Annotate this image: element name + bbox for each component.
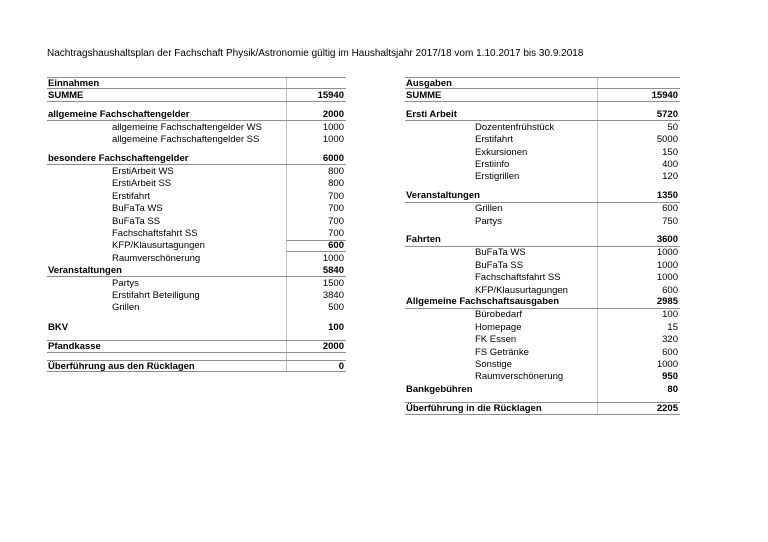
row-value: 1500	[286, 277, 346, 289]
row-value: 0	[286, 361, 346, 371]
row-label: SUMME	[406, 89, 442, 101]
row-value: 5720	[597, 109, 680, 120]
table-row	[47, 190, 346, 202]
table-row	[47, 77, 346, 89]
row-value: 50	[597, 121, 680, 133]
table-row	[405, 247, 680, 259]
table-row	[405, 158, 680, 170]
table-row	[405, 383, 680, 395]
row-value	[597, 395, 680, 402]
row-label: FS Getränke	[475, 346, 529, 358]
table-row	[405, 77, 680, 89]
table-row	[405, 371, 680, 383]
row-label: Partys	[112, 277, 139, 289]
row-value: 15940	[597, 89, 680, 100]
row-label: Ausgaben	[406, 78, 452, 89]
row-label: Bürobedarf	[475, 309, 523, 321]
row-label: Fachschaftsfahrt SS	[112, 227, 198, 239]
table-row	[405, 203, 680, 215]
row-value: 600	[597, 203, 680, 215]
table-row	[405, 109, 680, 121]
row-value: 1000	[597, 247, 680, 259]
table-row	[47, 134, 346, 146]
spacer-row	[47, 314, 346, 321]
row-label: Grillen	[475, 203, 503, 215]
row-value: 3840	[286, 289, 346, 301]
row-value: 2205	[597, 403, 680, 413]
spacer-row	[47, 353, 346, 360]
row-label: BuFaTa SS	[112, 215, 161, 227]
row-label: Pfandkasse	[48, 341, 101, 352]
row-label: allgemeine Fachschaftengelder	[48, 108, 190, 120]
row-label: Partys	[475, 215, 502, 227]
table-row	[47, 109, 346, 121]
row-label: Sonstige	[475, 358, 512, 370]
ausgaben-table	[405, 77, 680, 415]
spacer-row	[405, 102, 680, 109]
row-label: Einnahmen	[48, 78, 100, 89]
row-value: 600	[597, 346, 680, 358]
row-label: Erstifahrt	[112, 190, 151, 202]
table-row	[405, 346, 680, 358]
table-row	[405, 215, 680, 227]
row-label	[47, 333, 286, 340]
row-value: 700	[286, 190, 346, 202]
row-value: 80	[597, 383, 680, 395]
row-value	[286, 102, 346, 109]
row-label: Grillen	[112, 302, 140, 314]
spacer-row	[405, 395, 680, 402]
row-label: allgemeine Fachschaftengelder SS	[112, 134, 260, 146]
table-row	[405, 121, 680, 133]
table-row	[405, 333, 680, 345]
spacer-row	[405, 183, 680, 190]
row-value	[286, 78, 346, 88]
row-label	[47, 353, 286, 360]
row-label: Homepage	[475, 321, 522, 333]
row-label: ErstiArbeit WS	[112, 166, 174, 178]
table-row	[47, 178, 346, 190]
table-row	[47, 121, 346, 133]
row-label	[47, 314, 286, 321]
row-value: 2000	[286, 341, 346, 351]
table-row	[47, 89, 346, 101]
table-row	[47, 340, 346, 352]
row-label: KFP/Klausurtagungen	[475, 284, 568, 296]
row-value: 750	[597, 215, 680, 227]
table-row	[405, 171, 680, 183]
row-value	[286, 333, 346, 340]
table-row	[405, 284, 680, 296]
row-label: Ersti Arbeit	[406, 108, 457, 120]
row-value: 5840	[286, 264, 346, 275]
row-label	[47, 102, 286, 109]
row-label: Dozentenfrühstück	[475, 121, 555, 133]
row-label: BuFaTa SS	[475, 259, 524, 271]
row-label: Fachschaftsfahrt SS	[475, 272, 561, 284]
row-label: Allgemeine Fachschaftsausgaben	[406, 296, 560, 308]
row-value: 5000	[597, 134, 680, 146]
row-value: 700	[286, 227, 346, 239]
row-value: 700	[286, 215, 346, 227]
table-row	[405, 259, 680, 271]
row-label: Veranstaltungen	[48, 264, 122, 276]
row-value: 2000	[286, 109, 346, 120]
table-row	[47, 277, 346, 289]
table-row	[47, 165, 346, 177]
table-row	[47, 215, 346, 227]
table-row	[47, 240, 346, 252]
row-value: 500	[286, 302, 346, 314]
table-row	[405, 234, 680, 246]
table-row	[405, 146, 680, 158]
row-value: 3600	[597, 234, 680, 245]
row-value: 15940	[286, 89, 346, 100]
row-value: 2985	[597, 296, 680, 307]
table-row	[405, 296, 680, 308]
row-value: 120	[597, 171, 680, 183]
row-value: 1000	[286, 134, 346, 146]
row-value: 100	[597, 309, 680, 321]
row-value: 800	[286, 178, 346, 190]
row-value: 800	[286, 165, 346, 177]
row-value: 950	[597, 371, 680, 383]
table-row	[405, 134, 680, 146]
row-label	[405, 395, 597, 402]
row-value	[597, 102, 680, 109]
spacer-row	[47, 146, 346, 153]
row-label: KFP/Klausurtagungen	[112, 240, 205, 252]
row-value: 1000	[597, 358, 680, 370]
row-label	[405, 102, 597, 109]
row-value: 1000	[597, 259, 680, 271]
row-value: 100	[286, 321, 346, 333]
row-value: 700	[286, 203, 346, 215]
row-label: Bankgebühren	[406, 383, 473, 395]
table-row	[47, 360, 346, 372]
row-label: BuFaTa WS	[475, 247, 526, 259]
table-row	[47, 321, 346, 333]
page-title: Nachtragshaushaltsplan der Fachschaft Physik/Astronomie gültig im Haushaltsjahr 2017/18 vom 1.10.2017 bis 30.9.2018	[47, 48, 584, 59]
table-row	[47, 289, 346, 301]
spacer-row	[405, 227, 680, 234]
row-label: BuFaTa WS	[112, 203, 163, 215]
row-label: Erstifahrt Beteiligung	[112, 289, 200, 301]
table-row	[47, 302, 346, 314]
table-row	[405, 321, 680, 333]
row-label: Fahrten	[406, 234, 441, 246]
row-label	[405, 227, 597, 234]
spacer-row	[47, 333, 346, 340]
spacer-row	[47, 102, 346, 109]
row-value: 15	[597, 321, 680, 333]
row-label: allgemeine Fachschaftengelder WS	[112, 121, 262, 133]
row-value: 150	[597, 146, 680, 158]
table-row	[405, 271, 680, 283]
table-row	[405, 402, 680, 414]
row-label	[47, 146, 286, 153]
row-value	[597, 78, 680, 88]
row-value: 6000	[286, 153, 346, 164]
row-value: 600	[597, 284, 680, 296]
row-label: Erstigrillen	[475, 171, 520, 183]
row-label: BKV	[48, 321, 69, 333]
row-label: besondere Fachschaftengelder	[48, 153, 189, 165]
row-value	[286, 314, 346, 321]
einnahmen-table	[47, 77, 346, 372]
table-row	[405, 190, 680, 202]
table-row	[47, 203, 346, 215]
row-label	[405, 183, 597, 190]
row-label: SUMME	[48, 89, 84, 101]
row-label: Raumverschönerung	[475, 371, 564, 383]
row-value	[597, 183, 680, 190]
row-value: 1000	[286, 121, 346, 133]
table-row	[47, 153, 346, 165]
row-value: 600	[286, 240, 346, 252]
table-row	[47, 252, 346, 264]
row-label: FK Essen	[475, 334, 517, 346]
row-value: 400	[597, 158, 680, 170]
row-label: Raumverschönerung	[112, 252, 201, 264]
row-value: 1350	[597, 190, 680, 201]
row-label: ErstiArbeit SS	[112, 178, 172, 190]
row-value	[286, 353, 346, 360]
row-label: Überführung in die Rücklagen	[406, 403, 542, 414]
row-value: 320	[597, 333, 680, 345]
row-value	[597, 227, 680, 234]
row-value: 1000	[597, 271, 680, 283]
row-label: Exkursionen	[475, 146, 528, 158]
row-label: Erstiinfo	[475, 159, 510, 171]
row-label: Überführung aus den Rücklagen	[48, 360, 195, 372]
table-row	[47, 227, 346, 239]
table-row	[405, 89, 680, 101]
table-row	[47, 264, 346, 276]
table-row	[405, 358, 680, 370]
row-value	[286, 146, 346, 153]
row-label: Erstifahrt	[475, 134, 514, 146]
table-row	[405, 309, 680, 321]
row-value: 1000	[286, 252, 346, 264]
row-label: Veranstaltungen	[406, 190, 480, 202]
